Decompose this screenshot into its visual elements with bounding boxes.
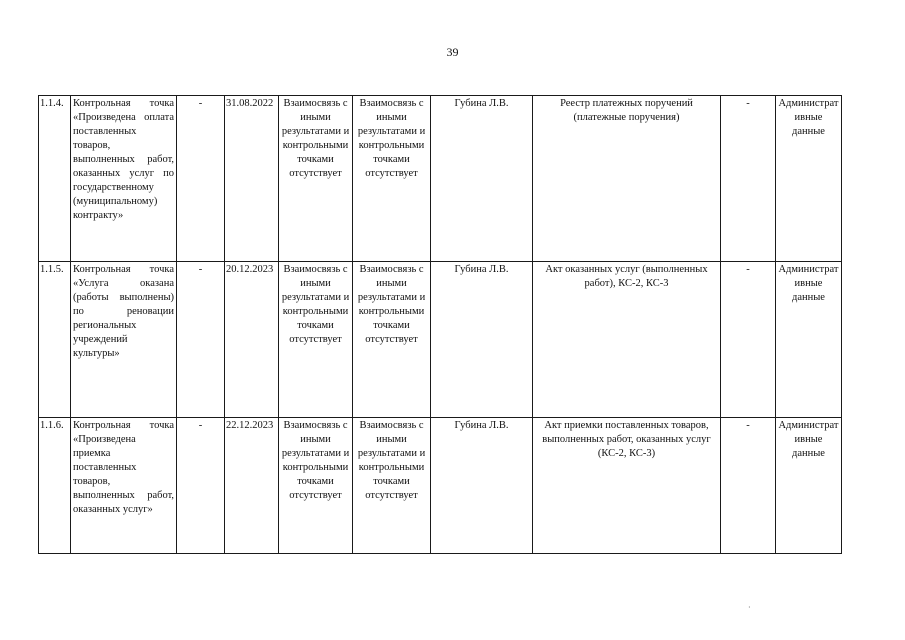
row-number: 1.1.5.: [39, 262, 71, 418]
info-system-cell: -: [721, 418, 776, 554]
responsible-person: Губина Л.В.: [431, 262, 533, 418]
data-source: Административные данные: [776, 262, 842, 418]
control-point-description: Контрольная точка «Произведена оплата поставленных товаров, выполненных работ, оказанных услуг по государственному (муниципальному) контракту»: [71, 96, 177, 262]
info-system-cell: -: [721, 96, 776, 262]
relation-points-cell: Взаимосвязь с иными результатами и контрольными точками отсутствует: [353, 418, 431, 554]
page-number: 39: [446, 45, 459, 59]
control-point-description: Контрольная точка «Услуга оказана (работы выполнены) по реновации региональных учреждений культуры»: [71, 262, 177, 418]
deadline-date: 20.12.2023: [225, 262, 279, 418]
data-source: Административные данные: [776, 96, 842, 262]
control-points-table: [38, 95, 842, 554]
table-row: [39, 96, 842, 262]
scan-artifact: ·: [748, 603, 751, 612]
confirming-document: Реестр платежных поручений (платежные поручения): [533, 96, 721, 262]
table-row: [39, 262, 842, 418]
info-system-cell: -: [721, 262, 776, 418]
responsible-person: Губина Л.В.: [431, 418, 533, 554]
control-point-description: Контрольная точка «Произведена приемка поставленных товаров, выполненных работ, оказанных услуг»: [71, 418, 177, 554]
base-value-cell: -: [177, 96, 225, 262]
confirming-document: Акт приемки поставленных товаров, выполненных работ, оказанных услуг (КС-2, КС-3): [533, 418, 721, 554]
deadline-date: 31.08.2022: [225, 96, 279, 262]
responsible-person: Губина Л.В.: [431, 96, 533, 262]
base-value-cell: -: [177, 418, 225, 554]
relation-points-cell: Взаимосвязь с иными результатами и контрольными точками отсутствует: [353, 96, 431, 262]
relation-results-cell: Взаимосвязь с иными результатами и контрольными точками отсутствует: [279, 262, 353, 418]
table-row: [39, 418, 842, 554]
data-source: Административные данные: [776, 418, 842, 554]
deadline-date: 22.12.2023: [225, 418, 279, 554]
confirming-document: Акт оказанных услуг (выполненных работ), КС-2, КС-3: [533, 262, 721, 418]
row-number: 1.1.6.: [39, 418, 71, 554]
relation-results-cell: Взаимосвязь с иными результатами и контрольными точками отсутствует: [279, 418, 353, 554]
base-value-cell: -: [177, 262, 225, 418]
relation-points-cell: Взаимосвязь с иными результатами и контрольными точками отсутствует: [353, 262, 431, 418]
relation-results-cell: Взаимосвязь с иными результатами и контрольными точками отсутствует: [279, 96, 353, 262]
row-number: 1.1.4.: [39, 96, 71, 262]
